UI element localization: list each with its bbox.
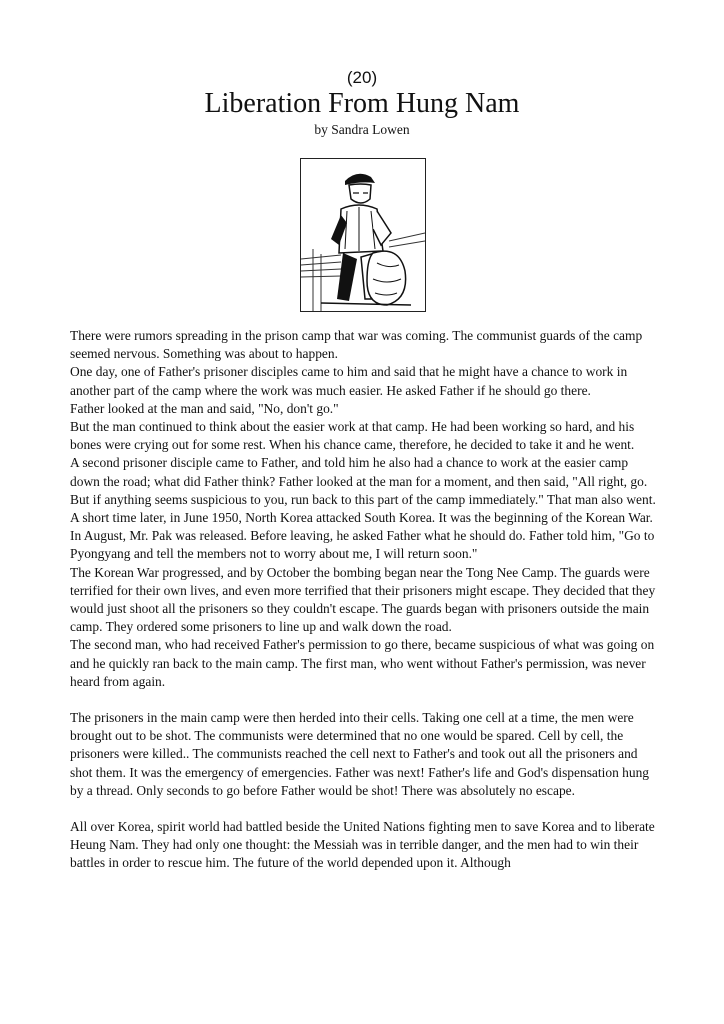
paragraph: The prisoners in the main camp were then herded into their cells. Taking one cell at a time, the men were brought out to be shot. The communists were determined that no one would be spared. Cell by cell, the prisoners were killed.. The communists reached the cell next to Father's and took out all the prisoners and shot them. It was the emergency of emergencies. Father was next! Father's life and God's dispensation hung by a thread. Only seconds to go before Father would be shot! There was absolutely no escape. — [70, 710, 650, 798]
paragraph: But the man continued to think about the easier work at that camp. He had been working so hard, and his bones were crying out for some rest. When his chance came, therefore, he decided to take it and he went. — [70, 419, 635, 453]
paragraph: There were rumors spreading in the prison camp that war was coming. The communist guards of the camp seemed nervous. Something was about to happen. — [70, 328, 643, 362]
paragraph: Father looked at the man and said, "No, don't go." — [70, 400, 339, 416]
prisoner-illustration-icon — [300, 158, 426, 312]
paragraph: The Korean War progressed, and by October the bombing began near the Tong Nee Camp. The guards were terrified for their own lives, and even more terrified that their prisoners might escape. They decided that they would just shoot all the prisoners so they couldn't escape. The guards began with prisoners outside the main camp. They ordered some prisoners to line up and walk down the road. — [70, 564, 656, 635]
author-byline: by Sandra Lowen — [314, 122, 410, 137]
paragraph: In August, Mr. Pak was released. Before leaving, he asked Father what he should do. Father told him, "Go to Pyongyang and tell the members not to worry about me, I will return soon." — [70, 528, 655, 562]
paragraph: All over Korea, spirit world had battled beside the United Nations fighting men to save Korea and to liberate Heung Nam. They had only one thought: the Messiah was in terrible danger, and the men had to win their battles in order to rescue him. The future of the world depended upon it. Although — [70, 819, 655, 871]
paragraph: One day, one of Father's prisoner disciples came to him and said that he might have a chance to work in another part of the camp where the work was much easier. He asked Father if he should go there. — [70, 364, 628, 398]
article-body — [70, 327, 660, 873]
paragraph: A second prisoner disciple came to Father, and told him he also had a chance to work at the easier camp down the road; what did Father think? Father looked at the man for a moment, and then said, "All right, go. But if anything seems suspicious to you, run back to this part of the camp immediately." That man also went. — [70, 455, 656, 507]
paragraph: A short time later, in June 1950, North Korea attacked South Korea. It was the beginning of the Korean War. — [70, 510, 653, 526]
chapter-number: (20) — [346, 68, 378, 87]
paragraph: The second man, who had received Father's permission to go there, became suspicious of what was going on and he quickly ran back to the main camp. The first man, who went without Father's permission, was never heard from again. — [70, 637, 655, 689]
page-title: Liberation From Hung Nam — [204, 88, 520, 119]
